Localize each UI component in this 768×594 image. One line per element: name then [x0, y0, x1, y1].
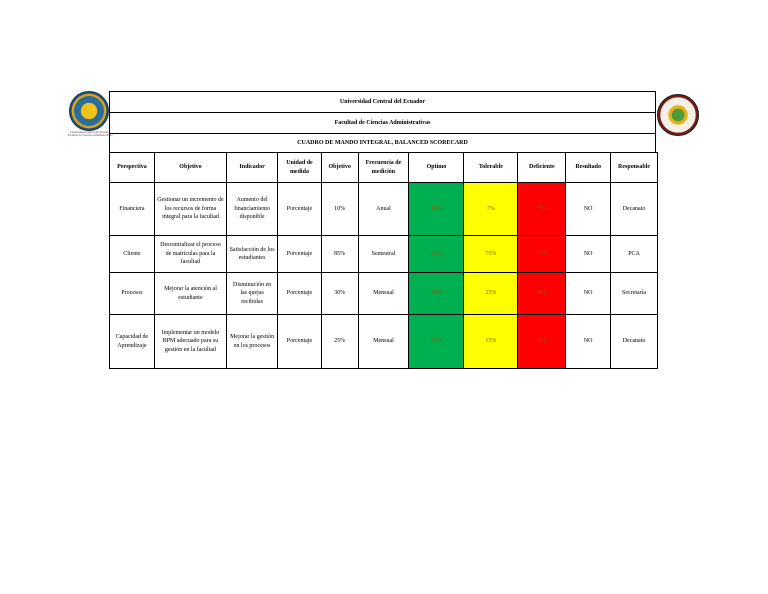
table-header-row: [110, 153, 658, 183]
cell-resultado: NO: [566, 273, 611, 315]
table-row: [110, 273, 658, 315]
cell-resultado: NO: [566, 236, 611, 273]
cell-tolerable: 75%: [464, 236, 518, 273]
table-row: [110, 183, 658, 236]
logo-caption-university: Universidad Central del Ecuador: [70, 130, 110, 134]
cell-unidad: Porcentaje: [278, 236, 322, 273]
col-header: Optimo: [409, 153, 464, 183]
cell-optimo: 10%: [409, 183, 464, 236]
col-header: Frecuencia de medición: [358, 153, 409, 183]
cell-unidad: Porcentaje: [278, 273, 322, 315]
faculty-title: Facultad de Ciencias Administrativas: [109, 112, 656, 133]
col-header: Unidad de medida: [278, 153, 322, 183]
cell-optimo: 25%: [409, 315, 464, 369]
cell-unidad: Porcentaje: [278, 315, 322, 369]
cell-perspectiva: Cliente: [110, 236, 155, 273]
cell-responsable: Secretaría: [611, 273, 658, 315]
scorecard-title: CUADRO DE MANDO INTEGRAL, BALANCED SCORECARD: [109, 133, 656, 152]
cell-objetivo: Descentralizar el proceso de matrículas para la facultad: [154, 236, 226, 273]
cell-deficiente: 10%: [518, 315, 566, 369]
cell-responsable: Decanato: [611, 183, 658, 236]
col-header: Objetivo: [321, 153, 358, 183]
cell-deficiente: 5%: [518, 183, 566, 236]
cell-perspectiva: Financiera: [110, 183, 155, 236]
table-row: [110, 315, 658, 369]
col-header: Tolerable: [464, 153, 518, 183]
col-header: Deficiente: [518, 153, 566, 183]
cell-frecuencia: Mensual: [358, 273, 409, 315]
cell-tolerable: 7%: [464, 183, 518, 236]
col-header: Resultado: [566, 153, 611, 183]
cell-resultado: NO: [566, 183, 611, 236]
cell-deficiente: 20%: [518, 273, 566, 315]
cell-frecuencia: Anual: [358, 183, 409, 236]
faculty-seal-logo-right: [657, 94, 699, 136]
col-header: Indicador: [227, 153, 278, 183]
cell-unidad: Porcentaje: [278, 183, 322, 236]
cell-perspectiva: Capacidad de Aprendizaje: [110, 315, 155, 369]
cell-responsable: Decanato: [611, 315, 658, 369]
cell-responsable: PCA: [611, 236, 658, 273]
cell-optimo: 85%: [409, 236, 464, 273]
scorecard-sheet: [109, 91, 656, 369]
cell-meta: 25%: [321, 315, 358, 369]
logo-caption-faculty: Facultad de Ciencias Administrativas: [67, 133, 113, 137]
cell-objetivo: Implementar un modelo BPM adecuado para su gestión en la facultad: [154, 315, 226, 369]
cell-objetivo: Mejorar la atención al estudiante: [154, 273, 226, 315]
university-seal-icon: [69, 91, 109, 131]
col-header: Responsable: [611, 153, 658, 183]
cell-frecuencia: Mensual: [358, 315, 409, 369]
cell-frecuencia: Semestral: [358, 236, 409, 273]
cell-optimo: 30%: [409, 273, 464, 315]
cell-meta: 30%: [321, 273, 358, 315]
cell-resultado: NO: [566, 315, 611, 369]
cell-meta: 85%: [321, 236, 358, 273]
cell-indicador: Mejorar la gestión en los procesos: [227, 315, 278, 369]
cell-perspectiva: Procesos: [110, 273, 155, 315]
cell-tolerable: 15%: [464, 315, 518, 369]
cell-indicador: Aumento del financiamiento disponible: [227, 183, 278, 236]
col-header: Perspectiva: [110, 153, 155, 183]
university-title: Universidad Central del Ecuador: [109, 91, 656, 112]
col-header: Objetivo: [154, 153, 226, 183]
cell-objetivo: Gestionar un incremento de los recursos de forma integral para la facultad: [154, 183, 226, 236]
cell-indicador: Satisfacción de los estudiantes: [227, 236, 278, 273]
university-logo-left: [64, 91, 114, 137]
cell-indicador: Disminución en las quejas recibidas: [227, 273, 278, 315]
cell-tolerable: 25%: [464, 273, 518, 315]
cell-deficiente: 70%: [518, 236, 566, 273]
scorecard-table: [109, 152, 658, 369]
table-row: [110, 236, 658, 273]
cell-meta: 10%: [321, 183, 358, 236]
